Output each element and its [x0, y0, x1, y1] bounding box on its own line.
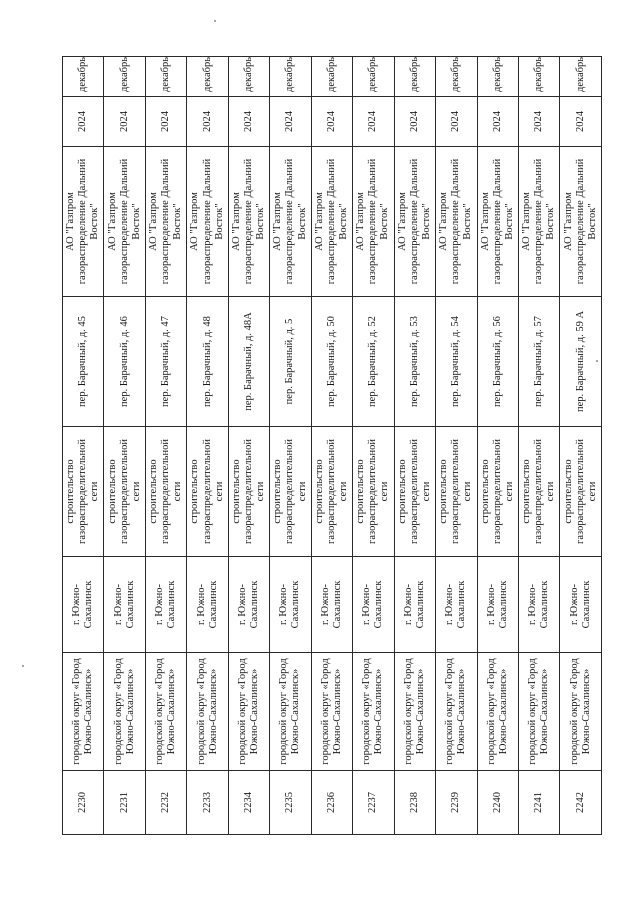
- table-row: [63, 57, 104, 835]
- row-number: 2237: [353, 771, 394, 835]
- organization-cell: АО "Газпром газораспределение Дальний Восток": [63, 147, 104, 297]
- year-cell: 2024: [311, 97, 352, 147]
- locality-cell: г. Южно-Сахалинск: [560, 557, 602, 653]
- activity-cell: строительство газораспределительной сети: [145, 427, 186, 557]
- row-number: 2238: [394, 771, 435, 835]
- locality-cell: г. Южно-Сахалинск: [63, 557, 104, 653]
- address-cell: пер. Барачный, д. 5: [270, 297, 311, 427]
- municipality-cell: городской округ «Город Южно-Сахалинск»: [353, 653, 394, 771]
- organization-cell: АО "Газпром газораспределение Дальний Восток": [477, 147, 518, 297]
- municipality-cell: городской округ «Город Южно-Сахалинск»: [145, 653, 186, 771]
- activity-cell: строительство газораспределительной сети: [353, 427, 394, 557]
- table-row: [477, 57, 518, 835]
- locality-cell: г. Южно-Сахалинск: [311, 557, 352, 653]
- locality-cell: г. Южно-Сахалинск: [104, 557, 145, 653]
- month-cell: декабрь: [311, 57, 352, 97]
- year-cell: 2024: [270, 97, 311, 147]
- address-cell: пер. Барачный, д. 56: [477, 297, 518, 427]
- month-cell: декабрь: [353, 57, 394, 97]
- month-cell: декабрь: [436, 57, 477, 97]
- table-row: [518, 57, 559, 835]
- municipality-cell: городской округ «Город Южно-Сахалинск»: [104, 653, 145, 771]
- row-number: 2233: [187, 771, 228, 835]
- organization-cell: АО "Газпром газораспределение Дальний Восток": [436, 147, 477, 297]
- municipality-cell: городской округ «Город Южно-Сахалинск»: [477, 653, 518, 771]
- month-cell: декабрь: [560, 57, 602, 97]
- address-cell: пер. Барачный, д. 47: [145, 297, 186, 427]
- address-cell: пер. Барачный, д. 46: [104, 297, 145, 427]
- organization-cell: АО "Газпром газораспределение Дальний Восток": [311, 147, 352, 297]
- locality-cell: г. Южно-Сахалинск: [353, 557, 394, 653]
- year-cell: 2024: [353, 97, 394, 147]
- address-cell: пер. Барачный, д. 45: [63, 297, 104, 427]
- scan-speck: [596, 360, 598, 362]
- municipality-cell: городской округ «Город Южно-Сахалинск»: [311, 653, 352, 771]
- locality-cell: г. Южно-Сахалинск: [270, 557, 311, 653]
- address-cell: пер. Барачный, д. 53: [394, 297, 435, 427]
- year-cell: 2024: [187, 97, 228, 147]
- municipality-cell: городской округ «Город Южно-Сахалинск»: [394, 653, 435, 771]
- locality-cell: г. Южно-Сахалинск: [145, 557, 186, 653]
- table-row: [311, 57, 352, 835]
- organization-cell: АО "Газпром газораспределение Дальний Восток": [187, 147, 228, 297]
- locality-cell: г. Южно-Сахалинск: [187, 557, 228, 653]
- table-row: [270, 57, 311, 835]
- row-number: 2242: [560, 771, 602, 835]
- row-number: 2232: [145, 771, 186, 835]
- activity-cell: строительство газораспределительной сети: [104, 427, 145, 557]
- activity-cell: строительство газораспределительной сети: [560, 427, 602, 557]
- organization-cell: АО "Газпром газораспределение Дальний Восток": [104, 147, 145, 297]
- month-cell: декабрь: [187, 57, 228, 97]
- registry-table: [62, 56, 602, 835]
- organization-cell: АО "Газпром газораспределение Дальний Восток": [394, 147, 435, 297]
- organization-cell: АО "Газпром газораспределение Дальний Восток": [145, 147, 186, 297]
- activity-cell: строительство газораспределительной сети: [477, 427, 518, 557]
- table-row: [187, 57, 228, 835]
- municipality-cell: городской округ «Город Южно-Сахалинск»: [560, 653, 602, 771]
- activity-cell: строительство газораспределительной сети: [436, 427, 477, 557]
- municipality-cell: городской округ «Город Южно-Сахалинск»: [518, 653, 559, 771]
- row-number: 2235: [270, 771, 311, 835]
- scan-speck: [214, 20, 216, 22]
- municipality-cell: городской округ «Город Южно-Сахалинск»: [63, 653, 104, 771]
- organization-cell: АО "Газпром газораспределение Дальний Восток": [228, 147, 269, 297]
- year-cell: 2024: [518, 97, 559, 147]
- organization-cell: АО "Газпром газораспределение Дальний Восток": [353, 147, 394, 297]
- organization-cell: АО "Газпром газораспределение Дальний Восток": [270, 147, 311, 297]
- address-cell: пер. Барачный, д. 52: [353, 297, 394, 427]
- scan-speck: [22, 665, 24, 667]
- year-cell: 2024: [436, 97, 477, 147]
- address-cell: пер. Барачный, д. 48: [187, 297, 228, 427]
- activity-cell: строительство газораспределительной сети: [228, 427, 269, 557]
- year-cell: 2024: [63, 97, 104, 147]
- table-row: [436, 57, 477, 835]
- year-cell: 2024: [394, 97, 435, 147]
- month-cell: декабрь: [145, 57, 186, 97]
- row-number: 2241: [518, 771, 559, 835]
- month-cell: декабрь: [228, 57, 269, 97]
- locality-cell: г. Южно-Сахалинск: [477, 557, 518, 653]
- address-cell: пер. Барачный, д. 48А: [228, 297, 269, 427]
- table-row: [228, 57, 269, 835]
- row-number: 2239: [436, 771, 477, 835]
- year-cell: 2024: [477, 97, 518, 147]
- activity-cell: строительство газораспределительной сети: [187, 427, 228, 557]
- row-number: 2234: [228, 771, 269, 835]
- locality-cell: г. Южно-Сахалинск: [228, 557, 269, 653]
- address-cell: пер. Барачный, д. 50: [311, 297, 352, 427]
- table-row: [104, 57, 145, 835]
- year-cell: 2024: [145, 97, 186, 147]
- row-number: 2240: [477, 771, 518, 835]
- municipality-cell: городской округ «Город Южно-Сахалинск»: [187, 653, 228, 771]
- month-cell: декабрь: [394, 57, 435, 97]
- activity-cell: строительство газораспределительной сети: [394, 427, 435, 557]
- municipality-cell: городской округ «Город Южно-Сахалинск»: [228, 653, 269, 771]
- locality-cell: г. Южно-Сахалинск: [394, 557, 435, 653]
- locality-cell: г. Южно-Сахалинск: [436, 557, 477, 653]
- address-cell: пер. Барачный, д. 59 А: [560, 297, 602, 427]
- table-row: [394, 57, 435, 835]
- month-cell: декабрь: [518, 57, 559, 97]
- year-cell: 2024: [228, 97, 269, 147]
- row-number: 2231: [104, 771, 145, 835]
- activity-cell: строительство газораспределительной сети: [63, 427, 104, 557]
- organization-cell: АО "Газпром газораспределение Дальний Восток": [518, 147, 559, 297]
- year-cell: 2024: [104, 97, 145, 147]
- activity-cell: строительство газораспределительной сети: [518, 427, 559, 557]
- table-row: [145, 57, 186, 835]
- activity-cell: строительство газораспределительной сети: [270, 427, 311, 557]
- table-row: [560, 57, 602, 835]
- month-cell: декабрь: [63, 57, 104, 97]
- address-cell: пер. Барачный, д. 57: [518, 297, 559, 427]
- row-number: 2230: [63, 771, 104, 835]
- municipality-cell: городской округ «Город Южно-Сахалинск»: [270, 653, 311, 771]
- month-cell: декабрь: [477, 57, 518, 97]
- table-row: [353, 57, 394, 835]
- year-cell: 2024: [560, 97, 602, 147]
- month-cell: декабрь: [270, 57, 311, 97]
- activity-cell: строительство газораспределительной сети: [311, 427, 352, 557]
- row-number: 2236: [311, 771, 352, 835]
- registry-body: [63, 57, 602, 835]
- month-cell: декабрь: [104, 57, 145, 97]
- organization-cell: АО "Газпром газораспределение Дальний Восток": [560, 147, 602, 297]
- locality-cell: г. Южно-Сахалинск: [518, 557, 559, 653]
- address-cell: пер. Барачный, д. 54: [436, 297, 477, 427]
- municipality-cell: городской округ «Город Южно-Сахалинск»: [436, 653, 477, 771]
